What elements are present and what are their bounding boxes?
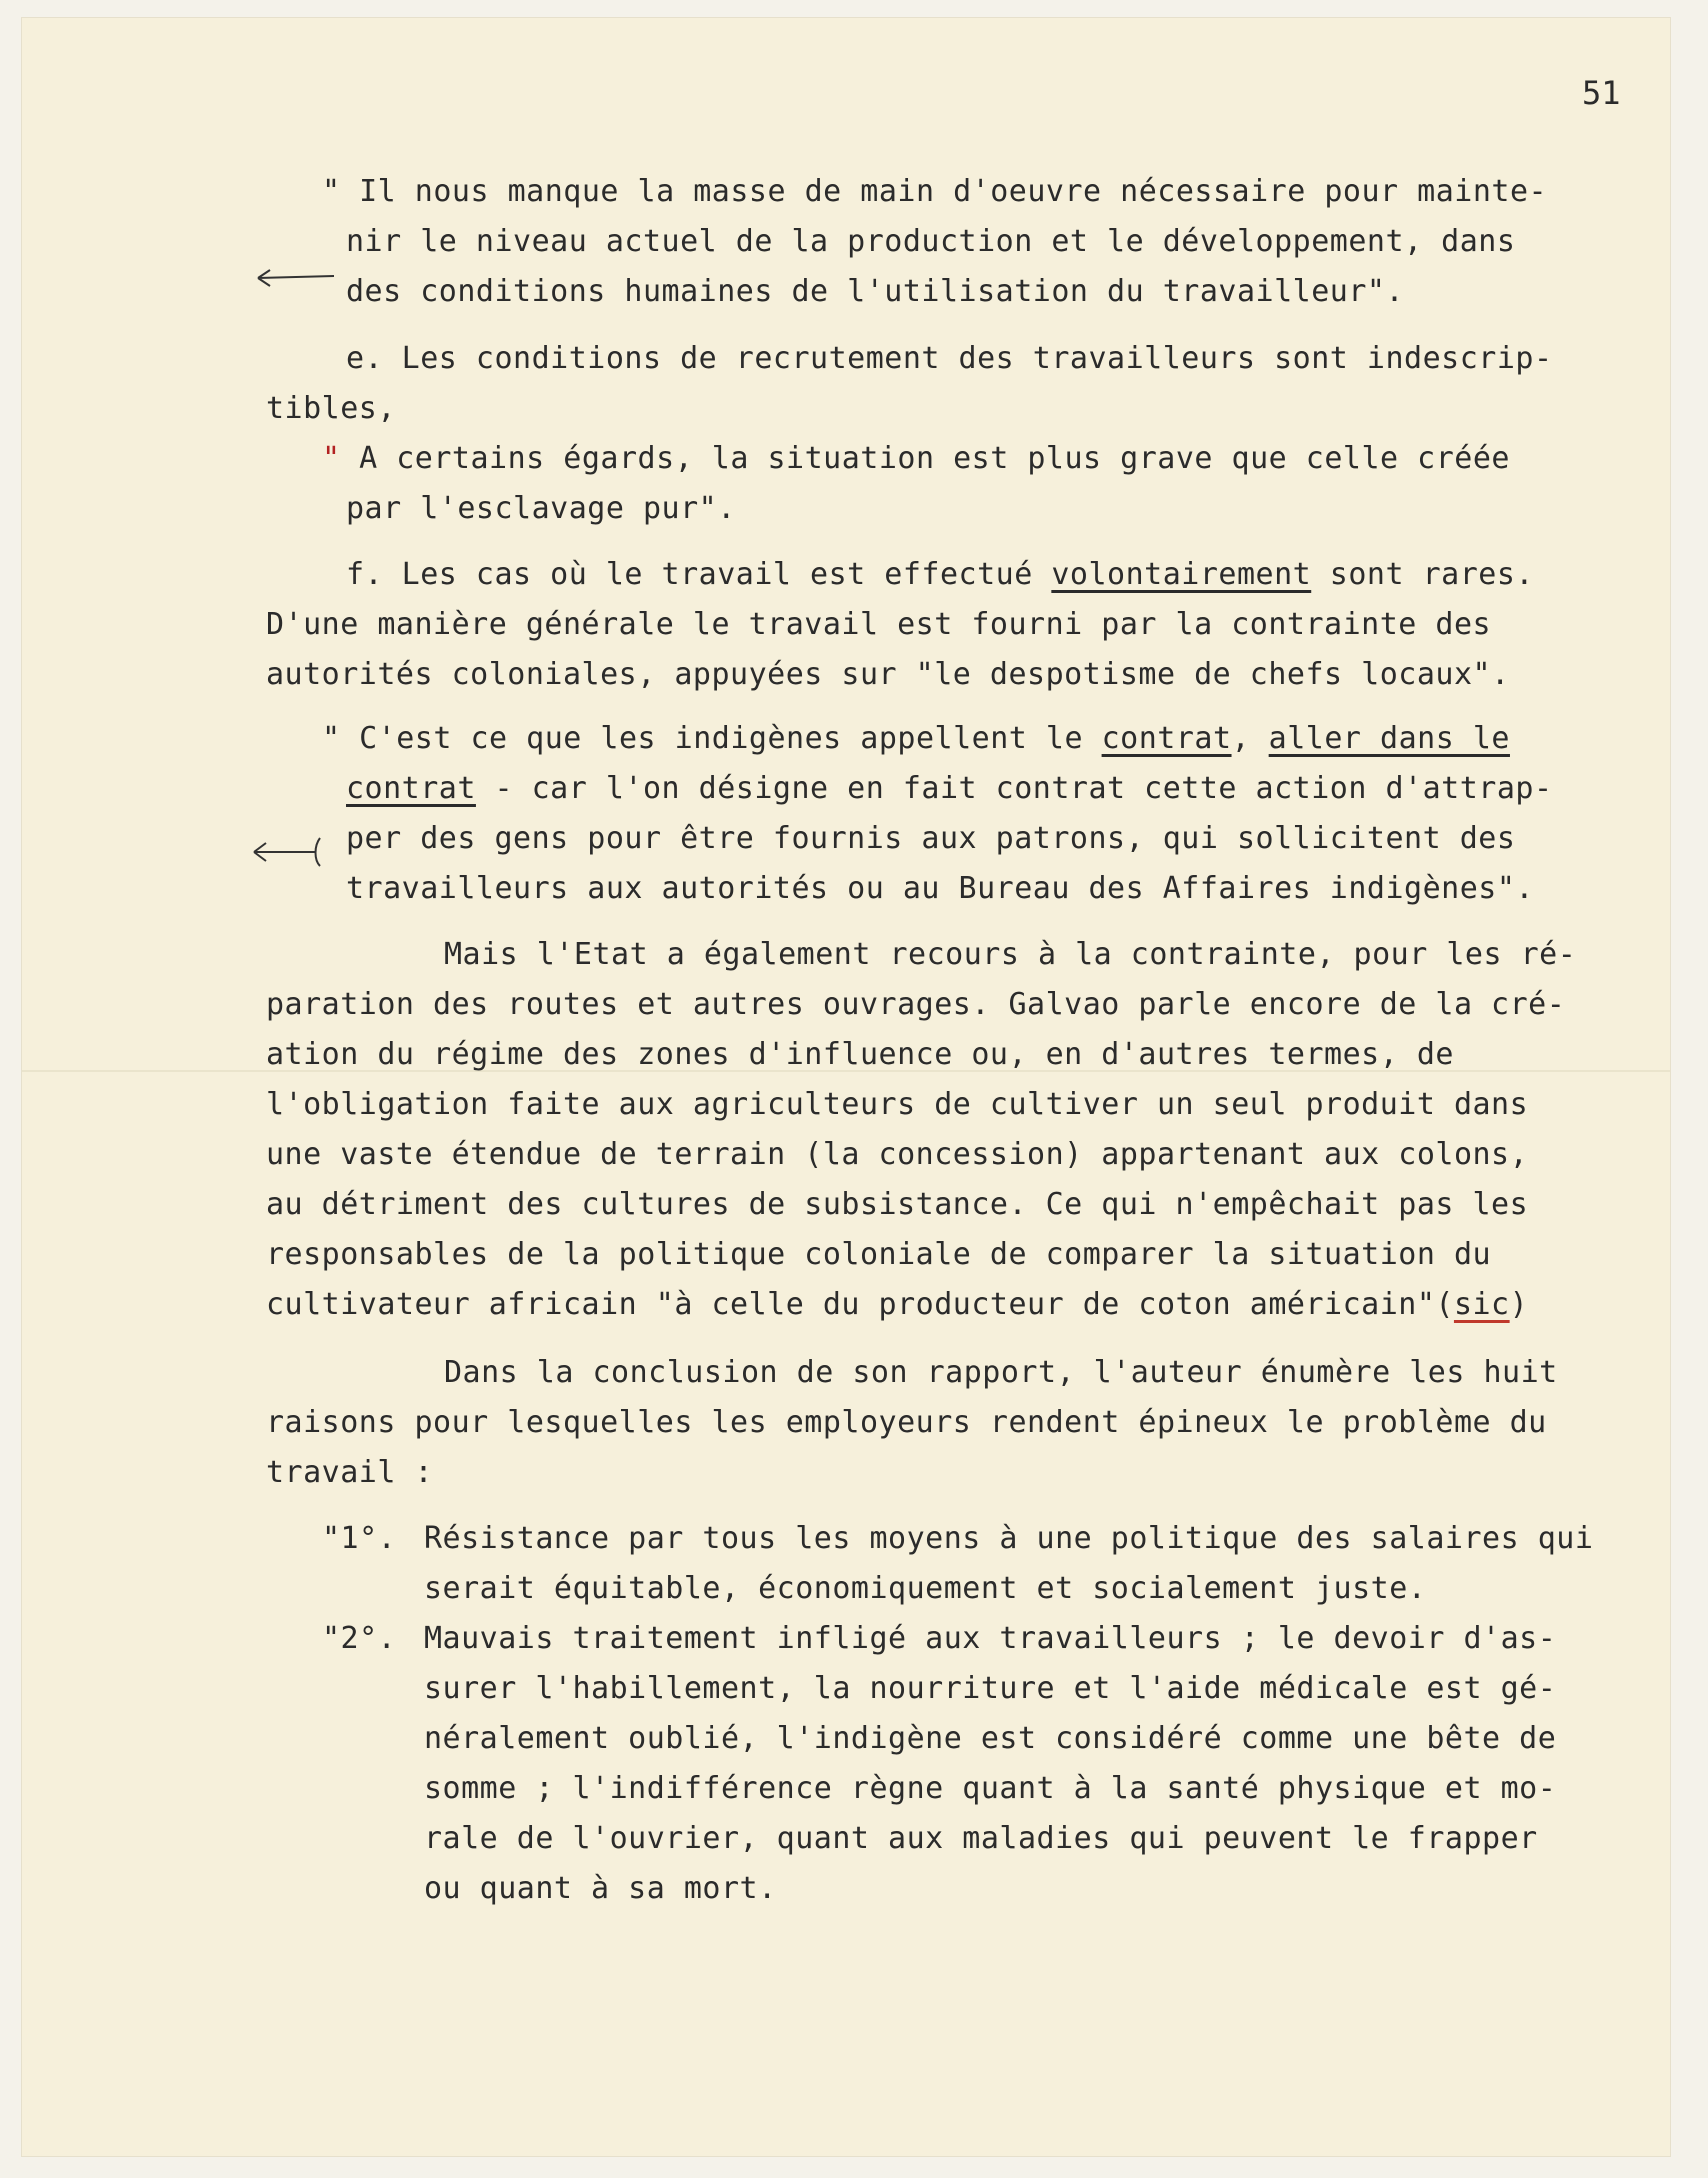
underlined-text: aller dans le [1268,721,1510,756]
underlined-text: sic [1453,1287,1510,1322]
text-span: , [1231,721,1269,756]
text-line: responsables de la politique coloniale de comparer la situation du [266,1237,1492,1272]
text-line: Résistance par tous les moyens à une politique des salaires qui [424,1521,1594,1556]
list-marker: "1°. [322,1521,397,1556]
text-line [266,658,1510,692]
text-line: e. Les conditions de recrutement des travailleurs sont indescrip- [346,341,1553,376]
text-line [346,225,1515,259]
text-span: nir le niveau actuel de la production et le développement [346,224,1405,259]
text-span: , [637,657,656,692]
text-line: ation du régime des zones d'influence ou, en d'autres termes, de [266,1037,1454,1072]
text-span: ) [1509,1287,1529,1322]
underlined-text: contrat [346,771,476,806]
text-line [346,558,1534,592]
text-line [346,772,1553,806]
text-line [322,442,1510,476]
text-line: travailleurs aux autorités ou au Bureau des Affaires indigènes". [346,871,1534,906]
text-line: somme ; l'indifférence règne quant à la santé physique et mo- [424,1771,1557,1806]
text-line: surer l'habillement, la nourriture et l'aide médicale est gé- [424,1671,1557,1706]
text-span: A certains égards, la situation est plus grave que celle créée [340,441,1510,476]
text-line: D'une manière générale le travail est fourni par la contrainte des [266,607,1492,642]
text-line: l'obligation faite aux agriculteurs de cultiver un seul produit dans [266,1087,1529,1122]
text-line: paration des routes et autres ouvrages. Galvao parle encore de la cré- [266,987,1566,1022]
underlined-text: volontairement [1051,557,1312,592]
text-line: au détriment des cultures de subsistance. Ce qui n'empêchait pas les [266,1187,1529,1222]
text-span: , dans [1404,224,1516,259]
text-line: tibles, [266,391,396,426]
text-line: raisons pour lesquelles les employeurs rendent épineux le problème du [266,1405,1547,1440]
text-span: - car l'on désigne en fait contrat cette action d'attrap- [475,771,1553,806]
text-line: travail : [266,1455,434,1490]
text-span: " C'est ce que les indigènes appellent le [322,721,1102,756]
text-line: per des gens pour être fournis aux patrons, qui sollicitent des [346,821,1516,856]
text-span: appuyées sur "le despotisme de chefs locaux". [655,657,1510,692]
text-span: cultivateur africain "à celle du producteur de coton américain"( [266,1287,1454,1322]
page-number: 51 [1582,74,1621,112]
text-line: des conditions humaines de l'utilisation du travailleur". [346,274,1405,309]
text-line: rale de l'ouvrier, quant aux maladies qui peuvent le frapper [424,1821,1538,1856]
text-span: f. Les cas où le travail est effectué [346,557,1052,592]
text-line: Mais l'Etat a également recours à la contrainte, pour les ré- [444,937,1577,972]
text-line: Dans la conclusion de son rapport, l'auteur énumère les huit [444,1355,1558,1390]
text-span: autorités coloniales [266,657,638,692]
text-line [266,1288,1528,1322]
text-line: par l'esclavage pur". [346,491,736,526]
text-line: ou quant à sa mort. [424,1871,777,1906]
margin-arrow-icon [248,830,328,870]
margin-arrow-icon [252,262,336,292]
text-line: serait équitable, économiquement et socialement juste. [424,1571,1427,1606]
text-line [322,722,1510,756]
text-line: Mauvais traitement infligé aux travailleurs ; le devoir d'as- [424,1621,1557,1656]
red-pencil-mark: " [322,441,341,476]
text-line: une vaste étendue de terrain (la concession) appartenant aux colons, [266,1137,1529,1172]
list-marker: "2°. [322,1621,397,1656]
text-span: sont rares. [1311,557,1534,592]
underlined-text: contrat [1101,721,1232,756]
text-line: néralement oublié, l'indigène est considéré comme une bête de [424,1721,1557,1756]
text-line: " Il nous manque la masse de main d'oeuvre nécessaire pour mainte- [322,174,1548,209]
